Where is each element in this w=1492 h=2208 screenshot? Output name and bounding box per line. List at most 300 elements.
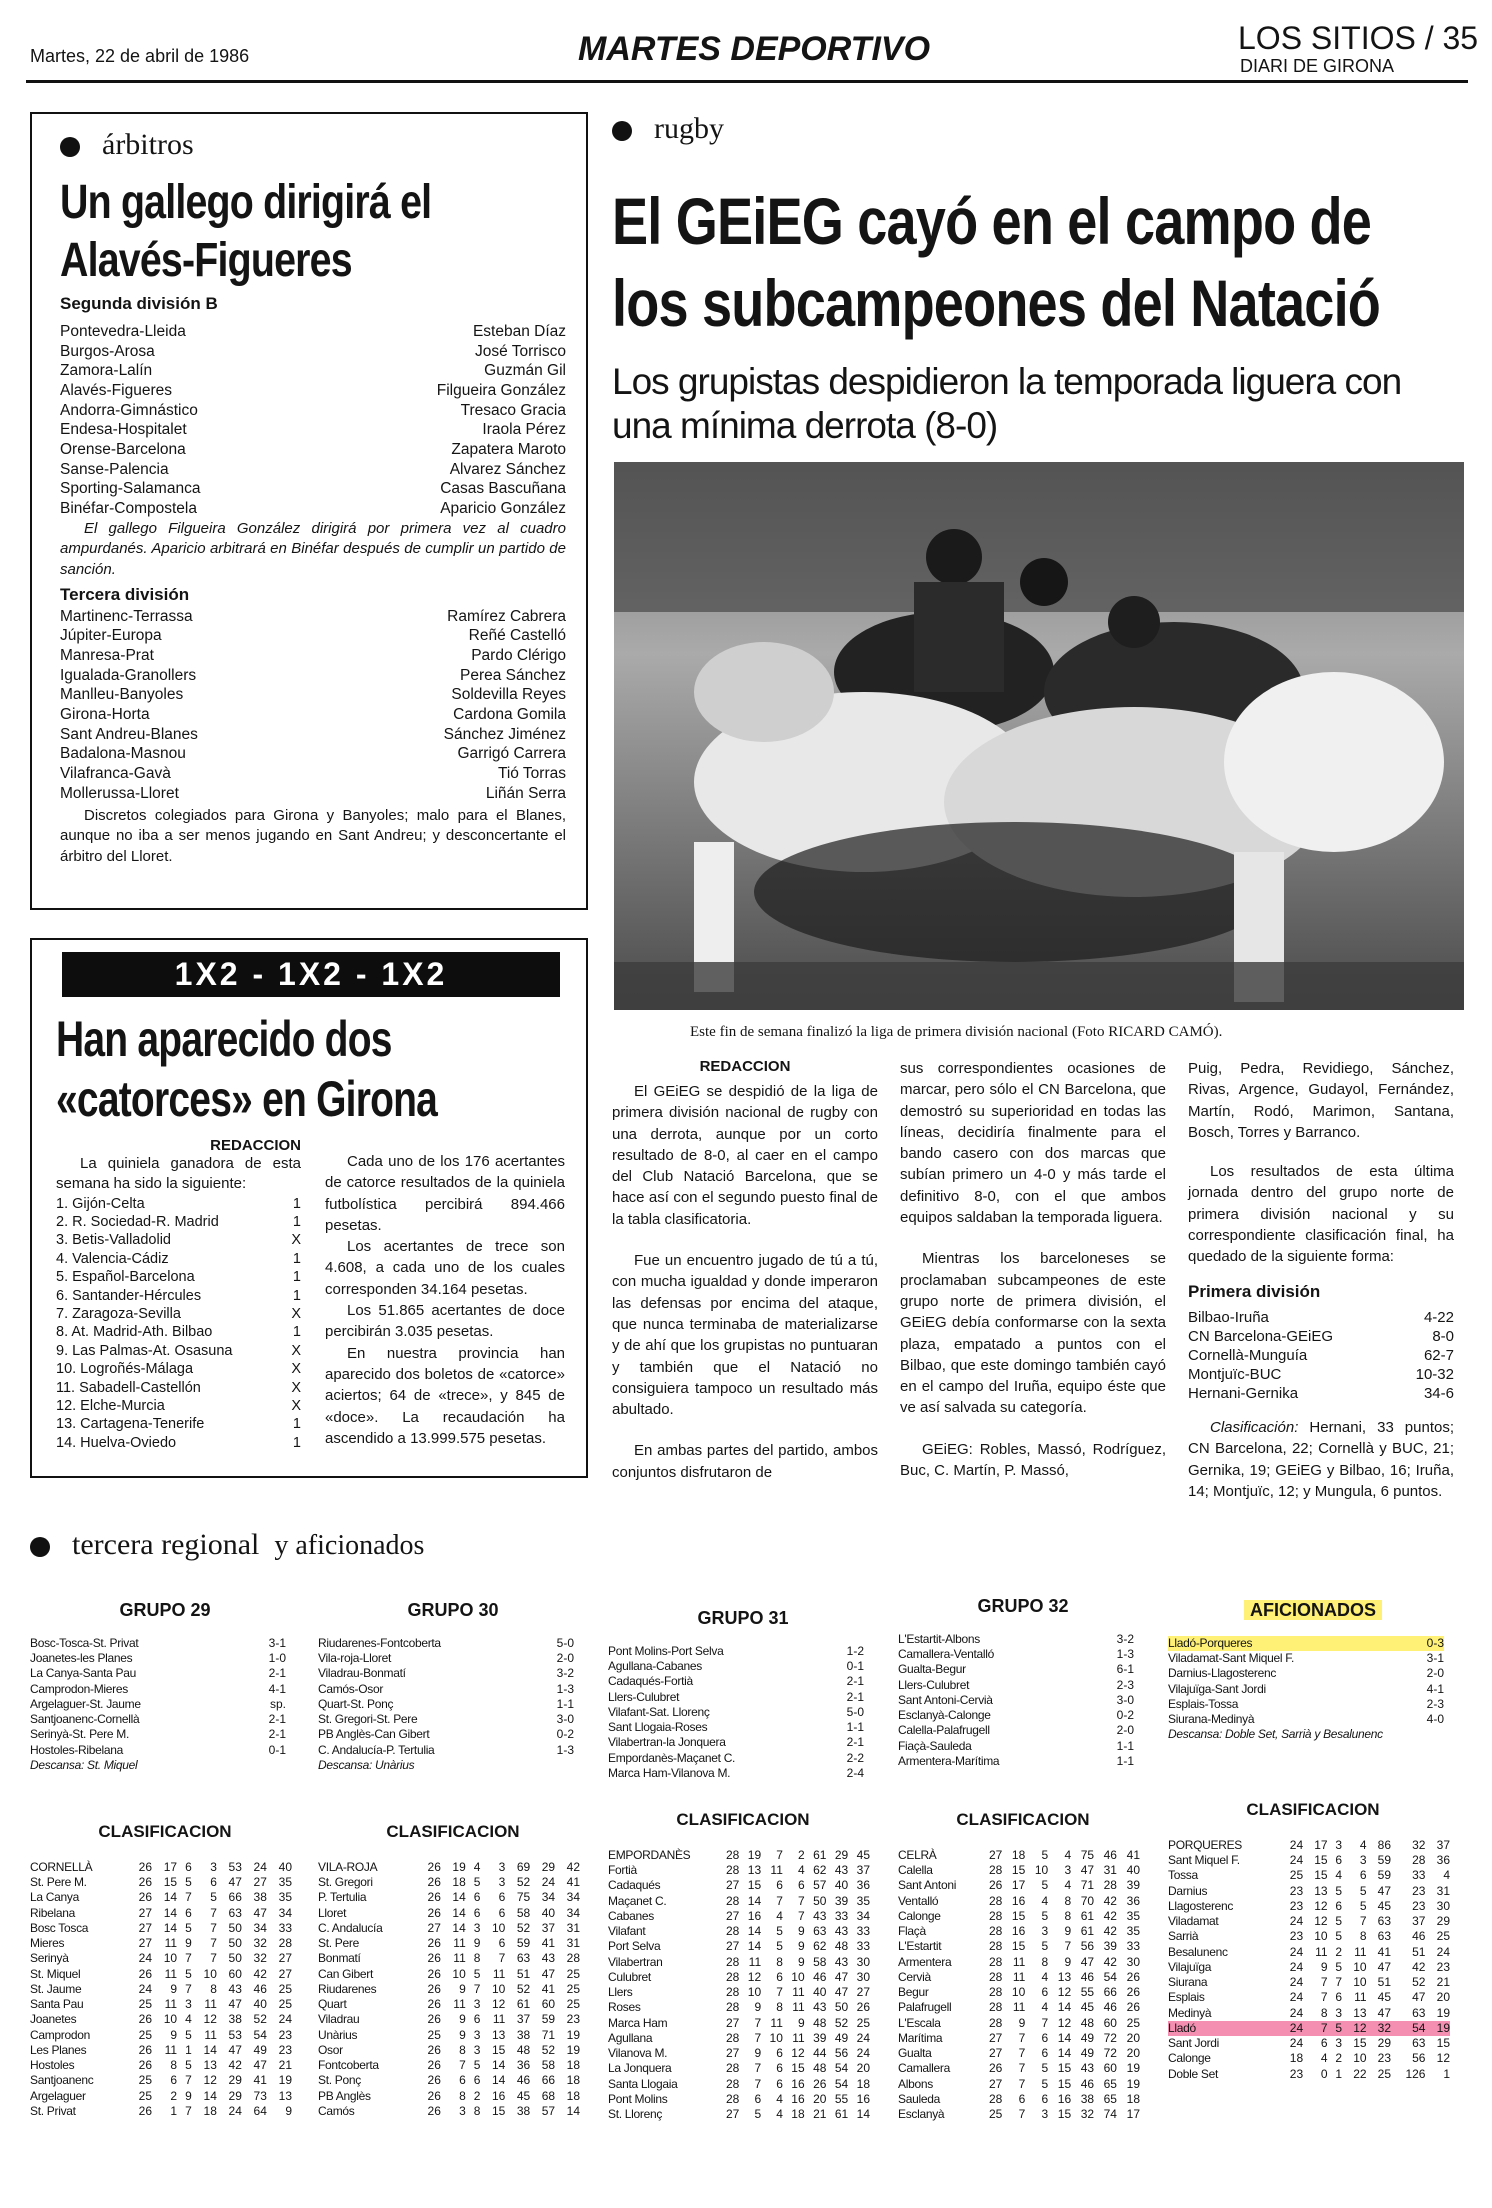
team-name: Sarrià	[1168, 1929, 1199, 1944]
standings-row	[318, 1936, 580, 1951]
row-left: Orense-Barcelona	[60, 441, 186, 459]
standings-row	[318, 1982, 580, 1997]
stat: 7	[210, 1905, 217, 1920]
team-name: Marítima	[898, 2030, 943, 2045]
stat: 10	[1314, 1929, 1328, 1944]
standings-row	[608, 1939, 870, 1954]
result-row	[608, 1674, 864, 1689]
standings-table	[30, 1860, 292, 2119]
result-row	[318, 1712, 574, 1727]
stat: 37	[1412, 1914, 1426, 1929]
stat: 47	[1080, 1954, 1095, 1969]
stat: 27	[278, 1966, 292, 1981]
stat: 3	[1335, 2036, 1343, 2051]
team-name: Argelaguer	[30, 2088, 86, 2103]
result-match: Esclanyà-Calonge	[898, 1708, 991, 1723]
stat: 9	[797, 2015, 805, 2030]
rugby-col3b: Los resultados de esta última jornada dentro del grupo norte de primera división nacional y su correspondiente clasificación final, ha quedado de la siguiente forma:	[1188, 1163, 1454, 1266]
stat: 24	[1289, 1944, 1304, 1959]
stat: 11	[1012, 2000, 1026, 2015]
stat: 24	[1289, 1838, 1304, 1852]
stat: 15	[163, 1875, 178, 1890]
stat: 4	[1041, 2000, 1049, 2015]
bullet-icon	[30, 1537, 50, 1557]
stat: 8	[473, 2103, 481, 2118]
standings-row	[898, 2092, 1140, 2107]
stat: 7	[473, 1981, 481, 1996]
result-match: Agullana-Cabanes	[608, 1659, 702, 1674]
result-score: 0-2	[556, 1727, 574, 1742]
team-name: P. Tertulia	[318, 1890, 367, 1905]
stat: 49	[1080, 2046, 1095, 2061]
quiniela-p4: En nuestra provincia han aparecido dos boletos de «catorce» aciertos; 64 de «trece», y 845 de «doce». La recaudación ha ascendido a 13.999.575 pesetas.	[325, 1344, 565, 1447]
stat: 8	[776, 2000, 783, 2015]
standings-row	[608, 2061, 870, 2076]
result-score: 2-1	[846, 1674, 864, 1689]
row-left: Endesa-Hospitalet	[60, 421, 187, 439]
row-right: 1	[292, 1250, 301, 1267]
match-referee-row	[60, 479, 566, 499]
stat: 42	[1103, 1893, 1117, 1908]
team-name: Santa Llogaia	[608, 2076, 678, 2091]
stat: 20	[1126, 2030, 1140, 2045]
stat: 47	[541, 1966, 556, 1981]
stat: 4	[1064, 1848, 1072, 1862]
result-row	[898, 1662, 1134, 1677]
stat: 58	[813, 1954, 827, 1969]
standings-row	[608, 2016, 870, 2031]
row-left: Mollerussa-Lloret	[60, 784, 179, 802]
stat: 9	[170, 2027, 178, 2042]
stat: 24	[253, 1860, 267, 1874]
rugby-col3	[1188, 1058, 1454, 1502]
stat: 25	[138, 1997, 153, 2012]
result-row	[318, 1666, 574, 1681]
result-row	[318, 1758, 574, 1773]
stat: 42	[253, 1966, 267, 1981]
stat: 7	[1041, 2015, 1049, 2030]
stat: 27	[138, 1905, 153, 1920]
stat: 6	[1041, 2030, 1049, 2045]
team-name: St. Llorenç	[608, 2106, 663, 2121]
match-referee-row	[60, 460, 566, 480]
stat: 18	[1126, 2091, 1140, 2106]
standings-row	[318, 1906, 580, 1921]
stat: 6	[498, 1890, 506, 1905]
result-score: 3-2	[556, 1666, 574, 1681]
stat: 19	[566, 2042, 580, 2057]
stat: 2	[1335, 2051, 1343, 2066]
standings-row	[898, 2077, 1140, 2092]
stat: 12	[491, 1997, 506, 2012]
stat: 29	[541, 1860, 556, 1874]
stat: 14	[203, 2088, 217, 2103]
stat: 7	[1064, 1939, 1072, 1954]
stat: 20	[1436, 1990, 1450, 2005]
standings-row	[898, 1878, 1140, 1893]
stat: 10	[747, 1985, 762, 2000]
stat: 31	[1436, 1883, 1450, 1898]
standings-row	[898, 1985, 1140, 2000]
result-score	[542, 1758, 574, 1773]
stat: 5	[776, 1924, 783, 1939]
stat: 28	[989, 1939, 1003, 1954]
result-match: Vila-roja-Lloret	[318, 1651, 392, 1666]
bullet-icon	[612, 121, 632, 141]
team-name: Fortià	[608, 1863, 637, 1878]
row-right: X	[291, 1361, 301, 1378]
stat: 33	[1126, 1939, 1140, 1954]
row-left: Manlleu-Banyoles	[60, 686, 184, 704]
stat: 41	[253, 2073, 267, 2088]
group-title: GRUPO 31	[697, 1608, 789, 1628]
team-name: Esclanyà	[898, 2106, 945, 2121]
masthead-page: 35	[1442, 20, 1479, 56]
result-score: 1-2	[846, 1644, 864, 1658]
stat: 43	[834, 1863, 849, 1878]
stat: 6	[797, 1878, 805, 1893]
rugby-headline: El GEiEG cayó en el campo de los subcampeones del Natació	[612, 184, 1381, 340]
match-referee-row	[60, 342, 566, 362]
standings-row	[608, 2046, 870, 2061]
stat: 6	[776, 2046, 783, 2061]
stat: 3	[1041, 2106, 1049, 2121]
result-match: Camallera-Ventalló	[898, 1647, 994, 1662]
stat: 4	[1041, 1969, 1049, 1984]
stat: 27	[989, 2076, 1003, 2091]
stat: 59	[516, 1936, 531, 1951]
standings-row	[1168, 1914, 1450, 1929]
result-match: Riudarenes-Fontcoberta	[318, 1636, 441, 1650]
team-name: Tossa	[1168, 1868, 1198, 1883]
stat: 24	[856, 2046, 870, 2061]
stat: 6	[1335, 1853, 1343, 1868]
stat: 34	[253, 1920, 267, 1935]
stat: 49	[834, 2030, 849, 2045]
rugby-col1	[612, 1058, 878, 1483]
stat: 41	[541, 1936, 556, 1951]
row-left: Sant Andreu-Blanes	[60, 725, 198, 743]
stat: 29	[228, 2088, 242, 2103]
stat: 4	[1335, 1868, 1343, 1883]
team-name: Unàrius	[318, 2027, 358, 2042]
stat: 60	[228, 1966, 242, 1981]
stat: 41	[1126, 1848, 1140, 1862]
stat: 50	[228, 1936, 242, 1951]
rugby-result-row	[1188, 1346, 1454, 1365]
standings-row	[1168, 1960, 1450, 1975]
stat: 26	[427, 1860, 441, 1874]
result-match: Viladamat-Sant Miquel F.	[1168, 1651, 1294, 1666]
stat: 39	[1126, 1878, 1140, 1893]
rugby-col2c: GEiEG: Robles, Massó, Rodríguez, Buc, C. Martín, P. Massó,	[900, 1440, 1166, 1480]
stat: 15	[1011, 1908, 1026, 1923]
quiniela-p1: Cada uno de los 176 acertantes de catorce resultados de la quiniela futbolística percibirá 894.466 pesetas.	[325, 1153, 565, 1234]
team-name: Calonge	[898, 1908, 941, 1923]
stat: 5	[1041, 2076, 1049, 2091]
stat: 43	[541, 1951, 556, 1966]
result-row	[318, 1636, 574, 1651]
stat: 9	[797, 1939, 805, 1954]
result-score: 3-0	[556, 1712, 574, 1727]
stat: 33	[856, 1939, 870, 1954]
row-left: Burgos-Arosa	[60, 342, 155, 360]
standings-table	[1168, 1838, 1450, 2082]
stat: 25	[278, 1997, 292, 2012]
stat: 3	[1335, 1838, 1343, 1852]
stat: 9	[285, 2103, 292, 2118]
stat: 28	[726, 1893, 740, 1908]
stat: 5	[1041, 2061, 1049, 2076]
quiniela-row	[56, 1415, 301, 1433]
stat: 11	[748, 1954, 762, 1969]
team-name: Viladamat	[1168, 1914, 1219, 1929]
stat: 65	[1103, 2091, 1117, 2106]
stat: 11	[164, 1997, 178, 2012]
stat: 2	[170, 2088, 178, 2103]
masthead-paper: DIARI DE GIRONA	[1240, 56, 1395, 76]
stat: 14	[856, 2106, 870, 2121]
stat: 26	[427, 2088, 441, 2103]
stat: 52	[516, 1875, 531, 1890]
stat: 28	[989, 1954, 1003, 1969]
stat: 7	[797, 1908, 805, 1923]
row-left: 3. Betis-Valladolid	[56, 1232, 171, 1249]
match-referee-row	[60, 784, 566, 804]
stat: 4	[776, 1908, 783, 1923]
stat: 1	[1443, 2066, 1450, 2081]
result-score: 4-1	[268, 1681, 286, 1696]
stat: 10	[163, 2012, 178, 2027]
row-right: Casas Bascuñana	[440, 480, 566, 498]
stat: 38	[1080, 2091, 1095, 2106]
stat: 27	[726, 2015, 740, 2030]
stat: 3	[473, 2027, 481, 2042]
stat: 10	[1353, 2051, 1367, 2066]
stat: 7	[1303, 2021, 1327, 2036]
row-right: X	[291, 1379, 301, 1396]
rugby-clasif	[1188, 1417, 1454, 1502]
stat: 23	[1377, 2051, 1392, 2066]
standings-row	[898, 2000, 1140, 2015]
standings-row	[30, 1936, 292, 1951]
stat: 27	[427, 1920, 441, 1935]
row-left: 9. Las Palmas-At. Osasuna	[56, 1342, 233, 1359]
team-name: Fontcoberta	[318, 2058, 379, 2073]
stat: 63	[1412, 2036, 1426, 2051]
result-match: Argelaguer-St. Jaume	[30, 1696, 141, 1711]
stat: 28	[726, 2091, 740, 2106]
result-match: Santjoanenc-Cornellà	[30, 1712, 140, 1727]
stat: 3	[1041, 1924, 1049, 1939]
standings-row	[318, 1997, 580, 2012]
stat: 25	[566, 1981, 580, 1996]
stat: 12	[203, 2012, 217, 2027]
stat: 6	[170, 2073, 178, 2088]
quiniela-headline: Han aparecido dos «catorces» en Girona	[56, 1011, 438, 1127]
team-name: Agullana	[608, 2030, 653, 2045]
result-row	[1168, 1636, 1444, 1651]
result-row	[30, 1697, 286, 1712]
stat: 58	[516, 1905, 531, 1920]
stat: 47	[253, 1905, 267, 1920]
standings-row	[1168, 1868, 1450, 1883]
stat: 24	[228, 2103, 242, 2118]
row-left: Igualada-Granollers	[60, 666, 197, 684]
stat: 6	[473, 2073, 481, 2088]
rugby-col2	[900, 1058, 1166, 1481]
stat: 15	[1436, 2036, 1450, 2051]
stat: 48	[813, 2015, 827, 2030]
row-left: 10. Logroñés-Málaga	[56, 1361, 194, 1378]
stat: 47	[834, 1985, 849, 2000]
team-name: Maçanet C.	[608, 1893, 667, 1908]
result-row	[898, 1632, 1134, 1647]
standings-row	[608, 2107, 870, 2122]
standings-row	[318, 2073, 580, 2088]
stat: 10	[1034, 1863, 1049, 1878]
stat: 51	[516, 1966, 531, 1981]
result-row	[318, 1651, 574, 1666]
stat: 12	[1314, 1914, 1328, 1929]
row-left: 12. Elche-Murcia	[56, 1397, 165, 1414]
stat: 47	[253, 2058, 267, 2073]
stat: 7	[754, 2061, 762, 2076]
stat: 7	[776, 1985, 783, 2000]
quiniela-matches	[56, 1195, 301, 1453]
result-row	[898, 1708, 1134, 1723]
team-name: Doble Set	[1168, 2066, 1218, 2081]
stat: 63	[1412, 2005, 1426, 2020]
stat: 13	[203, 2058, 217, 2073]
team-name: L'Escala	[898, 2015, 941, 2030]
row-right: Reñé Castelló	[468, 627, 566, 645]
standings-row	[898, 1955, 1140, 1970]
result-match: Vilajuïga-Sant Jordi	[1168, 1681, 1266, 1696]
stat: 72	[1103, 2030, 1117, 2045]
standings-row	[608, 1848, 870, 1863]
result-row	[608, 1735, 864, 1750]
stat: 23	[1289, 1929, 1304, 1944]
team-name: Lladó	[1168, 2021, 1279, 2036]
stat: 14	[452, 1890, 466, 1905]
row-right: Liñán Serra	[485, 784, 566, 802]
stat: 7	[1018, 2030, 1026, 2045]
standings-row	[30, 1967, 292, 1982]
stat: 19	[566, 2027, 580, 2042]
stat: 61	[516, 1997, 531, 2012]
stat: 38	[228, 2012, 242, 2027]
group-clasif-title: CLASIFICACION	[386, 1822, 520, 1841]
stat: 34	[566, 1905, 580, 1920]
stat: 28	[726, 2030, 740, 2045]
stat: 24	[1289, 1975, 1304, 1990]
result-row	[608, 1644, 864, 1659]
bullet-icon	[60, 137, 80, 157]
stat: 47	[1412, 1990, 1426, 2005]
stat: 56	[1412, 2051, 1426, 2066]
stat: 48	[1080, 2015, 1095, 2030]
stat: 35	[856, 1893, 870, 1908]
stat: 26	[1126, 1969, 1140, 1984]
stat: 9	[170, 1981, 178, 1996]
team-name: Cadaqués	[608, 1878, 661, 1893]
stat: 24	[138, 1951, 153, 1966]
stat: 47	[834, 1969, 849, 1984]
result-match: Sant Llogaia-Roses	[608, 1720, 708, 1735]
stat: 0	[1320, 2066, 1328, 2081]
group-title: GRUPO 32	[977, 1596, 1069, 1616]
row-right: Aparicio González	[440, 500, 566, 518]
stat: 11	[1354, 1990, 1367, 2005]
stat: 47	[228, 2042, 242, 2057]
result-score: 2-0	[1426, 1666, 1444, 1681]
stat: 63	[1377, 1914, 1392, 1929]
stat: 8	[459, 2042, 466, 2057]
result-match: Camprodon-Mieres	[30, 1681, 128, 1696]
stat: 49	[253, 2042, 267, 2057]
stat: 2	[797, 1848, 805, 1862]
team-name: Calonge	[1168, 2051, 1211, 2066]
stat: 26	[989, 2061, 1003, 2076]
stat: 7	[210, 1936, 217, 1951]
team-name: VILA-ROJA	[318, 1860, 378, 1874]
standings-row	[898, 2016, 1140, 2031]
team-name: St. Pere	[318, 1936, 359, 1951]
stat: 16	[856, 2091, 870, 2106]
team-name: St. Pere M.	[30, 1875, 87, 1890]
result-match: St. Gregori-St. Pere	[318, 1712, 418, 1727]
team-name: Pont Molins	[608, 2091, 668, 2106]
stat: 11	[792, 1985, 805, 2000]
stat: 51	[1412, 1944, 1426, 1959]
standings-row	[898, 1863, 1140, 1878]
stat: 6	[1041, 2091, 1049, 2106]
stat: 18	[1011, 1848, 1026, 1862]
result-match: C. Andalucía-P. Tertulia	[318, 1742, 435, 1757]
row-right: Esteban Díaz	[472, 323, 566, 340]
result-row	[30, 1636, 286, 1651]
stat: 17	[163, 1860, 178, 1874]
stat: 12	[747, 1969, 762, 1984]
stat: 27	[856, 1985, 870, 2000]
stat: 4	[776, 2106, 783, 2121]
stat: 62	[813, 1863, 827, 1878]
result-score: 1-3	[1116, 1647, 1134, 1662]
stat: 15	[1011, 1939, 1026, 1954]
result-score: 4-0	[1426, 1712, 1444, 1727]
stat: 23	[1412, 1883, 1426, 1898]
standings-row	[898, 1909, 1140, 1924]
stat: 8	[776, 1954, 783, 1969]
team-name: Cervià	[898, 1969, 931, 1984]
team-name: Flaçà	[898, 1924, 926, 1939]
team-name: Santa Pau	[30, 1997, 84, 2012]
stat: 10	[203, 1966, 217, 1981]
result-score: 3-1	[1426, 1651, 1444, 1666]
row-right: Zapatera Maroto	[451, 441, 566, 459]
stat: 74	[1103, 2106, 1117, 2121]
match-referee-row	[60, 420, 566, 440]
standings-row	[1168, 1929, 1450, 1944]
stat: 35	[1126, 1924, 1140, 1939]
stat: 18	[791, 2106, 805, 2121]
stat: 24	[1289, 2005, 1304, 2020]
result-match: Vilabertran-la Jonquera	[608, 1735, 726, 1750]
result-row	[1168, 1651, 1444, 1666]
stat: 46	[253, 1981, 267, 1996]
stat: 45	[516, 2088, 531, 2103]
